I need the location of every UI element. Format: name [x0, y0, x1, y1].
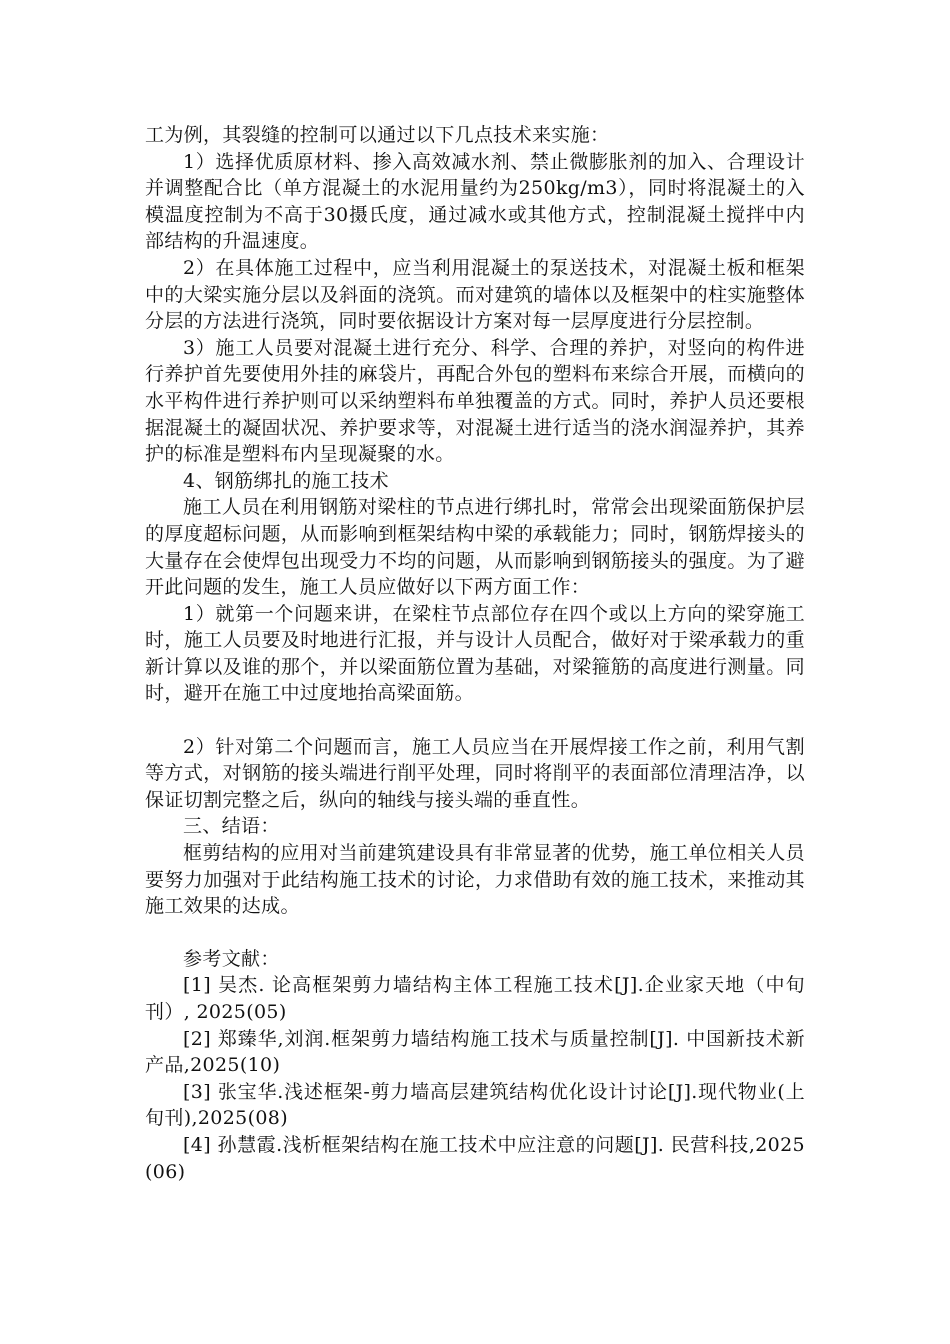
paragraph-rebar-1: 1）就第一个问题来讲，在梁柱节点部位存在四个或以上方向的梁穿施工时，施工人员要及时地进行汇报，并与设计人员配合，做好对于梁承载力的重新计算以及谁的那个，并以梁面筋位置为基础，对梁箍筋的高度进行测量。同时，避开在施工中过度地抬高梁面筋。: [145, 602, 805, 705]
paragraph-crack-control-2: 2）在具体施工过程中，应当利用混凝土的泵送技术，对混凝土板和框架中的大梁实施分层以及斜面的浇筑。而对建筑的墙体以及框架中的柱实施整体分层的方法进行浇筑，同时要依据设计方案对每一层厚度进行分层控制。: [145, 256, 805, 333]
paragraph-rebar-intro: 施工人员在利用钢筋对梁柱的节点进行绑扎时，常常会出现梁面筋保护层的厚度超标问题，从而影响到框架结构中梁的承载能力；同时，钢筋焊接头的大量存在会使焊包出现受力不均的问题，从而影响到钢筋接头的强度。为了避开此问题的发生，施工人员应做好以下两方面工作：: [145, 496, 805, 599]
reference-item-4: [4] 孙慧霞.浅析框架结构在施工技术中应注意的问题[J]. 民营科技,2025(06): [145, 1133, 805, 1183]
document-page: [145, 122, 805, 1185]
paragraph-crack-control-3: 3）施工人员要对混凝土进行充分、科学、合理的养护，对竖向的构件进行养护首先要使用外挂的麻袋片，再配合外包的塑料布来综合开展，而横向的水平构件进行养护则可以采纳塑料布单独覆盖的方式。同时，养护人员还要根据混凝土的凝固状况、养护要求等，对混凝土进行适当的浇水润湿养护，其养护的标准是塑料布内呈现凝聚的水。: [145, 336, 805, 466]
reference-item-3: [3] 张宝华.浅述框架-剪力墙高层建筑结构优化设计讨论[J].现代物业(上旬刊),2025(08): [145, 1080, 805, 1130]
section-heading-conclusion: 三、结语：: [183, 815, 280, 838]
paragraph-crack-control-1: 1）选择优质原材料、掺入高效减水剂、禁止微膨胀剂的加入、合理设计并调整配合比（单方混凝土的水泥用量约为250kg/m3），同时将混凝土的入模温度控制为不高于30摄氏度，通过减水或其他方式，控制混凝土搅拌中内部结构的升温速度。: [145, 150, 805, 253]
reference-item-1: [1] 吴杰. 论高框架剪力墙结构主体工程施工技术[J].企业家天地（中旬刊）, 2025(05): [145, 974, 805, 1023]
references-heading: 参考文献：: [183, 947, 280, 970]
paragraph-conclusion: 框剪结构的应用对当前建筑建设具有非常显著的优势，施工单位相关人员要努力加强对于此结构施工技术的讨论，力求借助有效的施工技术，来推动其施工效果的达成。: [145, 842, 805, 918]
section-heading-rebar: 4、钢筋绑扎的施工技术: [183, 469, 389, 492]
paragraph-intro-continuation: 工为例，其裂缝的控制可以通过以下几点技术来实施：: [145, 124, 610, 146]
reference-item-2: [2] 郑臻华,刘润.框架剪力墙结构施工技术与质量控制[J]. 中国新技术新产品,2025(10): [145, 1027, 805, 1077]
paragraph-rebar-2: 2）针对第二个问题而言，施工人员应当在开展焊接工作之前，利用气割等方式，对钢筋的接头端进行削平处理，同时将削平的表面部位清理洁净，以保证切割完整之后，纵向的轴线与接头端的垂直性。: [145, 735, 805, 811]
references-section: [145, 946, 805, 1185]
